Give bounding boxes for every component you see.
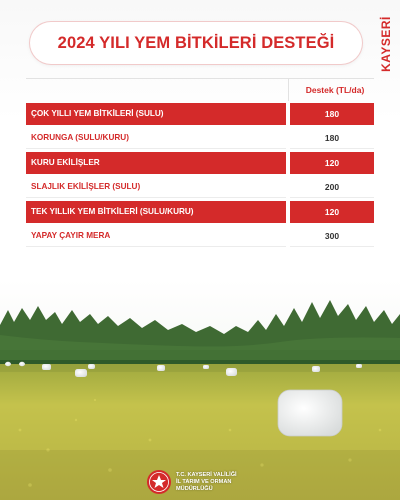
- support-value: 120: [290, 201, 374, 223]
- support-value: 200: [290, 176, 374, 198]
- crop-name: KURU EKİLİŞLER: [26, 152, 286, 174]
- logo-line-3: MÜDÜRLÜĞÜ: [176, 485, 213, 492]
- page-title: 2024 YILI YEM BİTKİLERİ DESTEĞİ: [57, 33, 335, 52]
- table-row: [26, 127, 374, 149]
- support-value: 120: [290, 152, 374, 174]
- table-row: [26, 152, 374, 174]
- column-divider: [288, 79, 289, 101]
- crop-name: KORUNGA (SULU/KURU): [26, 127, 286, 149]
- city-label: KAYSERİ: [379, 16, 393, 72]
- crop-name: YAPAY ÇAYIR MERA: [26, 225, 286, 247]
- table-row: [26, 176, 374, 198]
- city-tag: [378, 14, 394, 74]
- logo-line-1: T.C. KAYSERİ VALİLİĞİ: [176, 471, 237, 478]
- support-value: 180: [290, 103, 374, 125]
- ministry-logo-text: [176, 472, 237, 493]
- table-row: [26, 201, 374, 223]
- crop-name: TEK YILLIK YEM BİTKİLERİ (SULU/KURU): [26, 201, 286, 223]
- title-banner: [30, 22, 362, 64]
- logo-line-2: İL TARIM VE ORMAN: [176, 478, 232, 485]
- value-column-header: Destek (TL/da): [305, 84, 365, 95]
- table-header: [26, 78, 374, 100]
- crop-name: SLAJLIK EKİLİŞLER (SULU): [26, 176, 286, 198]
- support-table: [26, 78, 374, 247]
- table-row: [26, 103, 374, 125]
- ministry-emblem-icon: [146, 469, 172, 495]
- table-row: [26, 225, 374, 247]
- ministry-logo: [146, 466, 256, 498]
- support-value: 180: [290, 127, 374, 149]
- crop-name: ÇOK YILLI YEM BİTKİLERİ (SULU): [26, 103, 286, 125]
- support-value: 300: [290, 225, 374, 247]
